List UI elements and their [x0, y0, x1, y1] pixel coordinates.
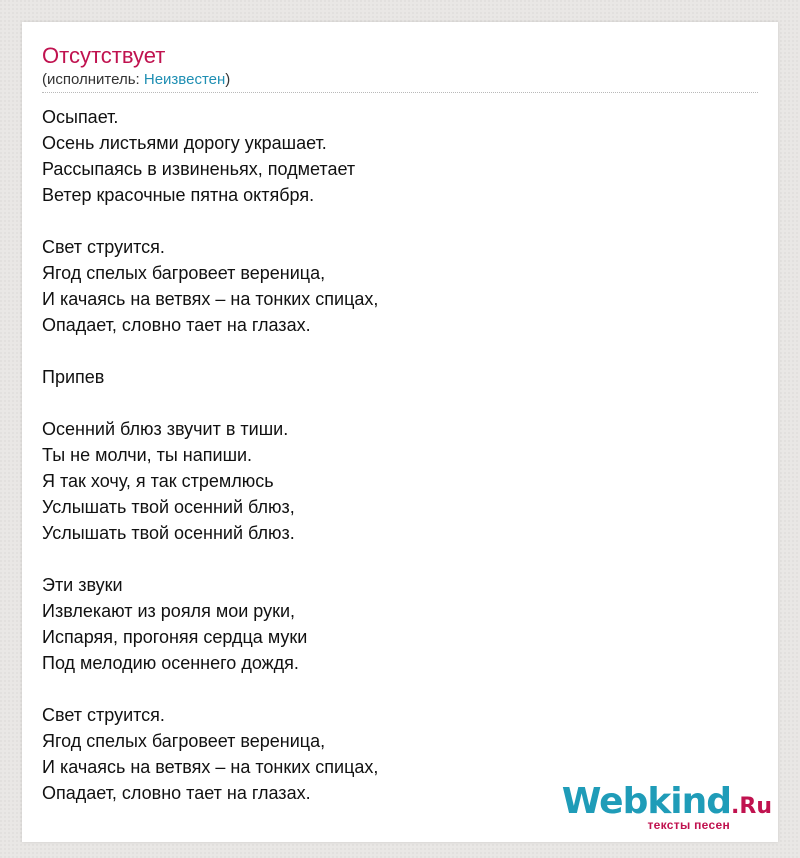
- lyric-line: Ветер красочные пятна октября.: [42, 185, 315, 205]
- lyric-line: Под мелодию осеннего дождя.: [42, 653, 299, 673]
- lyric-line: Эти звуки: [42, 575, 123, 595]
- artist-line: [42, 70, 758, 90]
- lyrics-body: [42, 104, 758, 806]
- lyric-line: Услышать твой осенний блюз.: [42, 523, 295, 543]
- lyric-line: Свет струится.: [42, 237, 165, 257]
- lyric-line: Услышать твой осенний блюз,: [42, 497, 295, 517]
- header-divider: [42, 92, 758, 93]
- logo-suffix: .Ru: [731, 794, 772, 819]
- lyrics-card: [22, 22, 778, 842]
- lyric-line: И качаясь на ветвях – на тонких спицах,: [42, 757, 379, 777]
- lyric-line: И качаясь на ветвях – на тонких спицах,: [42, 289, 379, 309]
- artist-suffix: ): [225, 71, 231, 88]
- lyric-line: Опадает, словно тает на глазах.: [42, 315, 311, 335]
- logo-tagline: тексты песен: [647, 818, 730, 832]
- artist-link[interactable]: Неизвестен: [143, 71, 226, 88]
- song-header: [42, 42, 758, 90]
- lyric-blank-line: [42, 338, 758, 364]
- webkind-logo[interactable]: [561, 781, 772, 834]
- lyric-line: Ягод спелых багровеет вереница,: [42, 731, 326, 751]
- lyric-line: Испаряя, прогоняя сердца муки: [42, 627, 308, 647]
- lyric-line: Я так хочу, я так стремлюсь: [42, 471, 274, 491]
- lyric-blank-line: [42, 546, 758, 572]
- lyric-blank-line: [42, 676, 758, 702]
- lyric-line: Осенний блюз звучит в тиши.: [42, 419, 289, 439]
- lyric-line: Извлекают из рояля мои руки,: [42, 601, 295, 621]
- logo-main-text: Webkind: [561, 781, 732, 822]
- lyric-blank-line: [42, 390, 758, 416]
- song-title: Отсутствует: [42, 43, 166, 68]
- lyric-line: Рассыпаясь в извиненьях, подметает: [42, 159, 356, 179]
- lyric-line: Припев: [42, 367, 105, 387]
- artist-prefix: (исполнитель:: [42, 71, 144, 88]
- lyric-line: Опадает, словно тает на глазах.: [42, 783, 311, 803]
- lyric-blank-line: [42, 208, 758, 234]
- lyric-line: Ты не молчи, ты напиши.: [42, 445, 253, 465]
- lyric-line: Осень листьями дорогу украшает.: [42, 133, 327, 153]
- lyric-line: Осыпает.: [42, 107, 119, 127]
- lyric-line: Свет струится.: [42, 705, 165, 725]
- lyric-line: Ягод спелых багровеет вереница,: [42, 263, 326, 283]
